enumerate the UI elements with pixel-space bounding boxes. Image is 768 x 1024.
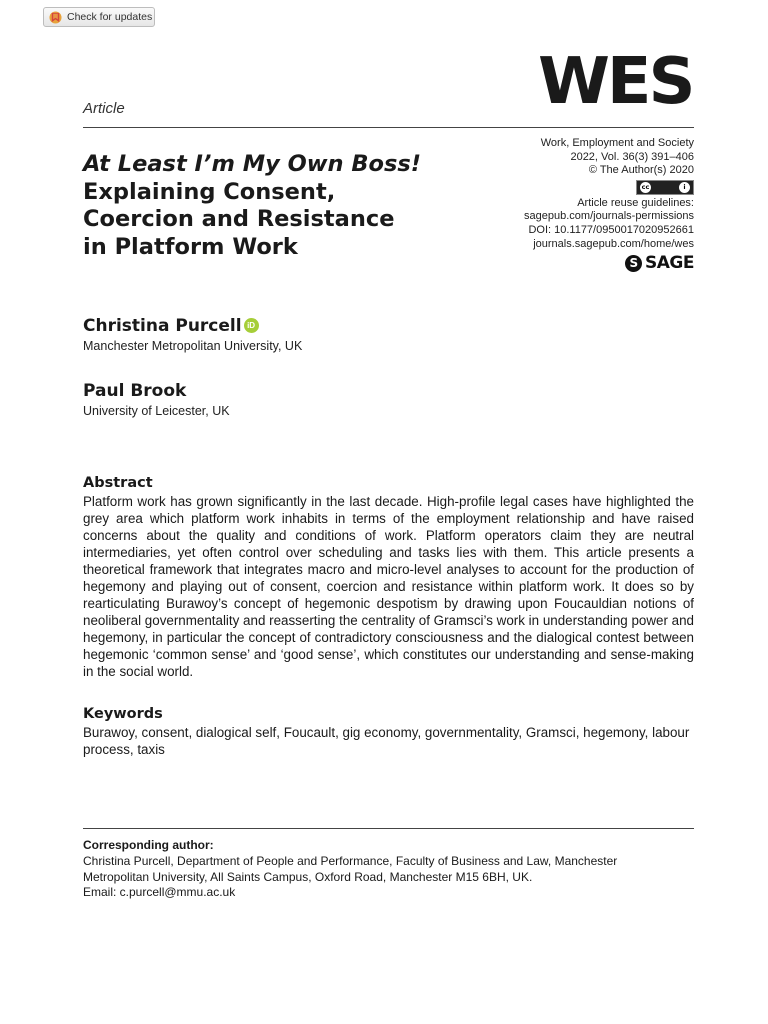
journal-home-link[interactable]: journals.sagepub.com/home/wes bbox=[533, 237, 694, 250]
abstract-text: Platform work has grown significantly in the last decade. High-profile legal cases have highlighted the grey area which platform work inhabits in terms of the employment relationship and have raised concerns about the quality and conditions of work. Platform operators claim they are neutral intermediaries, yet often control over scheduling and tasks lies with them. This article presents a theoretical framework that integrates macro and micro-level analyses to account for the production of hegemony and playing out of consent, coercion and resistance within platform work. It does so by rearticulating Burawoy’s concept of hegemonic despotism by drawing upon Foucauldian notions of neoliberal governmentality and reasserting the centrality of Gramsci’s work in understanding power and hegemony, in particular the concept of contradictory consciousness and the dialogical contest between hegemonic ‘common sense’ and ‘good sense’, which constitutes our understanding and sense-making in the social world. bbox=[83, 494, 694, 679]
keywords-heading: Keywords bbox=[83, 706, 163, 722]
check-for-updates-button[interactable] bbox=[43, 7, 155, 27]
abstract-heading: Abstract bbox=[83, 475, 153, 491]
author-name: Paul Brook bbox=[83, 381, 187, 401]
by-icon: i bbox=[679, 182, 690, 193]
copyright: © The Author(s) 2020 bbox=[588, 164, 694, 177]
title-line-3: Coercion and Resistance bbox=[83, 206, 395, 232]
article-title bbox=[83, 151, 503, 261]
orcid-icon[interactable]: iD bbox=[244, 318, 259, 333]
crossmark-icon bbox=[49, 11, 62, 24]
keywords-text: Burawoy, consent, dialogical self, Foucault, gig economy, governmentality, Gramsci, hegemony, labour process, taxis bbox=[83, 725, 690, 757]
corresponding-email[interactable]: Email: c.purcell@mmu.ac.uk bbox=[83, 885, 236, 899]
title-line-4: in Platform Work bbox=[83, 233, 298, 260]
permissions-link[interactable]: sagepub.com/journals-permissions bbox=[524, 210, 694, 223]
reuse-label: Article reuse guidelines: bbox=[577, 196, 694, 209]
journal-logo: WES bbox=[537, 45, 692, 119]
author-affiliation: University of Leicester, UK bbox=[83, 404, 230, 418]
cc-by-icon[interactable] bbox=[636, 180, 694, 195]
publisher-name: SAGE bbox=[645, 252, 694, 273]
corresponding-line: Christina Purcell, Department of People and Performance, Faculty of Business and Law, Manchester bbox=[83, 854, 618, 868]
journal-name: Work, Employment and Society bbox=[540, 137, 694, 149]
citation: 2022, Vol. 36(3) 391–406 bbox=[570, 150, 694, 163]
author-block-1 bbox=[83, 316, 302, 353]
title-line-2: Explaining Consent, bbox=[83, 178, 336, 205]
author-block-2 bbox=[83, 381, 230, 418]
header-divider bbox=[83, 127, 694, 128]
title-line-1: At Least I’m My Own Boss! bbox=[83, 151, 422, 177]
doi-link[interactable]: DOI: 10.1177/0950017020952661 bbox=[528, 223, 694, 236]
publisher-logo bbox=[625, 252, 694, 273]
article-type-label: Article bbox=[83, 100, 125, 117]
author-name: Christina Purcell bbox=[83, 316, 242, 336]
sage-icon: S bbox=[625, 255, 642, 272]
corresponding-details bbox=[83, 854, 694, 901]
corresponding-line: Metropolitan University, All Saints Campus, Oxford Road, Manchester M15 6BH, UK. bbox=[83, 869, 533, 884]
corresponding-heading: Corresponding author: bbox=[83, 838, 214, 852]
cc-icon: cc bbox=[641, 182, 650, 191]
check-for-updates-label: Check for updates bbox=[67, 11, 153, 23]
article-metadata bbox=[524, 137, 694, 272]
footer-divider bbox=[83, 828, 694, 829]
author-affiliation: Manchester Metropolitan University, UK bbox=[83, 339, 303, 353]
